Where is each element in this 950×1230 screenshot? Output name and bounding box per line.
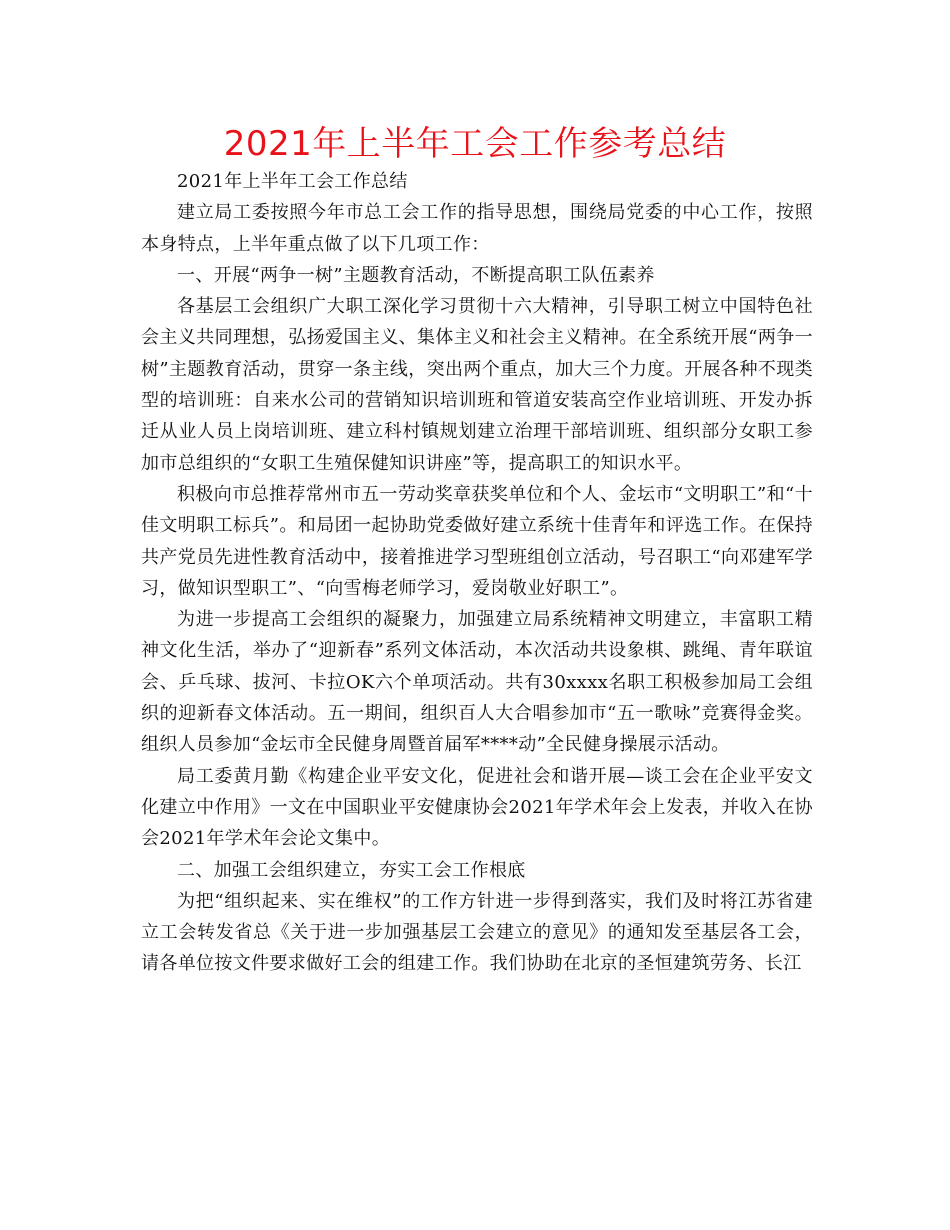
document-title: 2021年上半年工会工作参考总结: [223, 124, 727, 164]
document-body: [141, 166, 813, 980]
body-paragraph: 局工委黄月勤《构建企业平安文化，促进社会和谐开展—谈工会在企业平安文化建立中作用》一文在中国职业平安健康协会2021年学术年会上发表，并收入在协会2021年学术年会论文集中。: [141, 765, 813, 850]
subtitle-paragraph: 2021年上半年工会工作总结: [177, 171, 408, 192]
intro-paragraph: 建立局工委按照今年市总工会工作的指导思想，围绕局党委的中心工作，按照本身特点，上半年重点做了以下几项工作：: [141, 202, 813, 255]
body-paragraph: 积极向市总推荐常州市五一劳动奖章获奖单位和个人、金坛市“文明职工”和“十佳文明职工标兵”。和局团一起协助党委做好建立系统十佳青年和评选工作。在保持共产党员先进性教育活动中，接着推进学习型班组创立活动，号召职工“向邓建军学习，做知识型职工”、“向雪梅老师学习，爱岗敬业好职工”。: [141, 483, 813, 599]
body-paragraph: 为把“组织起来、实在维权”的工作方针进一步得到落实，我们及时将江苏省建立工会转发省总《关于进一步加强基层工会建立的意见》的通知发至基层各工会，请各单位按文件要求做好工会的组建工作。我们协助在北京的圣恒建筑劳务、长江: [141, 890, 813, 975]
body-paragraph: 为进一步提高工会组织的凝聚力，加强建立局系统精神文明建立，丰富职工精神文化生活，举办了“迎新春”系列文体活动，本次活动共设象棋、跳绳、青年联谊会、乒乓球、拔河、卡拉OK六个单项活动。共有30xxxx名职工积极参加局工会组织的迎新春文体活动。五一期间，组织百人大合唱参加市“五一歌咏”竞赛得金奖。组织人员参加“金坛市全民健身周暨首届军****动”全民健身操展示活动。: [141, 609, 813, 756]
section-heading-2: 二、加强工会组织建立，夯实工会工作根底: [177, 859, 526, 881]
body-paragraph: 各基层工会组织广大职工深化学习贯彻十六大精神，引导职工树立中国特色社会主义共同理想，弘扬爱国主义、集体主义和社会主义精神。在全系统开展“两争一树”主题教育活动，贯穿一条主线，突出两个重点，加大三个力度。开展各种不现类型的培训班：自来水公司的营销知识培训班和管道安装高空作业培训班、开发办拆迁从业人员上岗培训班、建立科村镇规划建立治理干部培训班、组织部分女职工参加市总组织的“女职工生殖保健知识讲座”等，提高职工的知识水平。: [141, 296, 813, 474]
section-heading-1: 一、开展“两争一树”主题教育活动，不断提高职工队伍素养: [177, 264, 655, 286]
